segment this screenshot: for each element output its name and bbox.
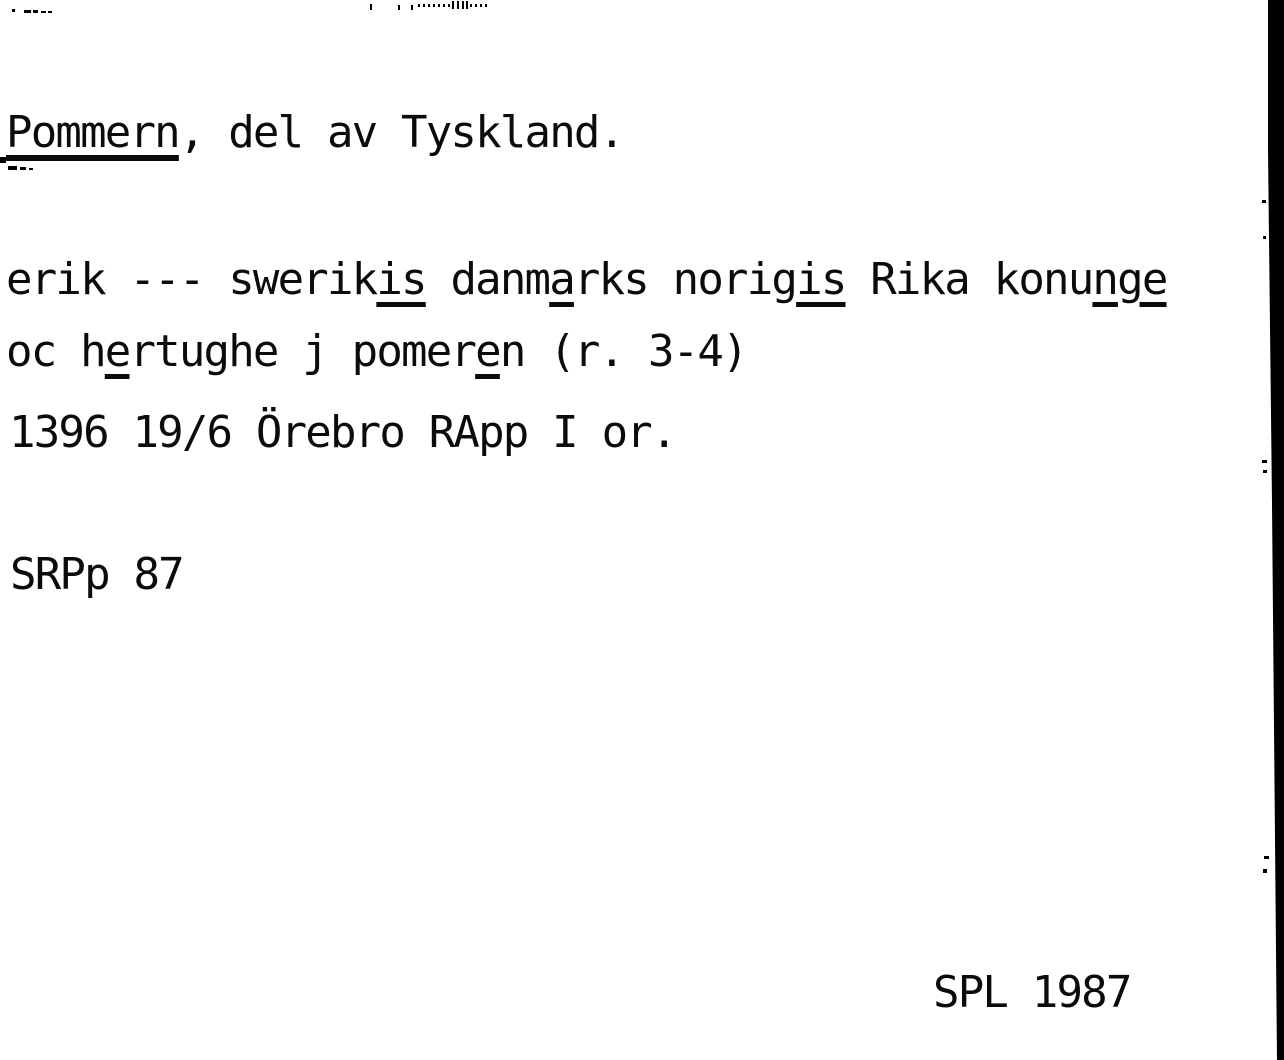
scan-artifact-tick	[411, 5, 413, 10]
scan-artifact-tick	[457, 1, 459, 9]
scan-artifact-tick	[452, 1, 454, 9]
text-segment: rtughe j pomer	[129, 326, 476, 377]
scan-artifact-dot	[12, 9, 15, 12]
text-segment: 1396 19/6 Örebro RApp I or.	[9, 407, 676, 458]
scan-artifact-edge-noise	[1263, 869, 1267, 873]
transcription-line-1	[6, 254, 1167, 306]
underlined-text-segment: is	[376, 254, 426, 305]
scan-artifact-edge-noise	[1262, 460, 1267, 463]
scan-artifact-dash	[24, 10, 31, 13]
text-segment: SPL 1987	[933, 967, 1131, 1018]
text-segment: SRPp 87	[10, 549, 183, 600]
scan-edge-bar	[1266, 0, 1284, 1060]
scan-artifact-dash	[48, 11, 52, 13]
scan-artifact-dotted-band	[418, 4, 452, 7]
scan-artifact-dash	[8, 166, 17, 170]
card-title-pommern	[6, 107, 623, 159]
scan-artifact-dash	[41, 11, 46, 13]
scan-artifact-dash	[20, 167, 26, 170]
reference-code	[10, 549, 183, 601]
text-segment: n (r. 3-4)	[499, 326, 747, 377]
underlined-text-segment: Pommern	[6, 107, 179, 158]
text-segment: rks norig	[573, 254, 797, 305]
text-segment: danm	[425, 254, 550, 305]
scan-artifact-edge-noise	[1262, 200, 1266, 203]
text-segment: Rika konu	[845, 254, 1093, 305]
scan-artifact-tick	[466, 1, 468, 9]
scan-artifact-tick	[370, 4, 372, 10]
scan-artifact-underline-stub	[0, 157, 6, 163]
scan-artifact-tick	[462, 1, 464, 9]
scan-artifact-edge-noise	[1263, 470, 1267, 473]
underlined-text-segment: a	[549, 254, 574, 305]
scan-artifact-edge-noise	[1263, 236, 1266, 239]
year-stamp	[933, 967, 1131, 1019]
underlined-text-segment: ge	[1117, 254, 1167, 305]
scan-artifact-dash	[33, 10, 38, 13]
underlined-text-segment: is	[796, 254, 846, 305]
scan-artifact-edge-noise	[1264, 856, 1269, 859]
underlined-text-segment: n	[1092, 254, 1118, 305]
underlined-text-segment: e	[104, 326, 130, 377]
scan-artifact-dash	[29, 168, 33, 170]
scan-artifact-tick	[398, 5, 400, 10]
underlined-text-segment: e	[475, 326, 500, 377]
text-segment: , del av Tyskland.	[178, 107, 624, 158]
scan-artifact-dotted-band	[470, 4, 487, 7]
text-segment: oc h	[6, 326, 105, 377]
text-segment: erik --- swerik	[6, 254, 377, 305]
transcription-line-2	[6, 326, 747, 378]
date-source-line	[9, 407, 676, 459]
